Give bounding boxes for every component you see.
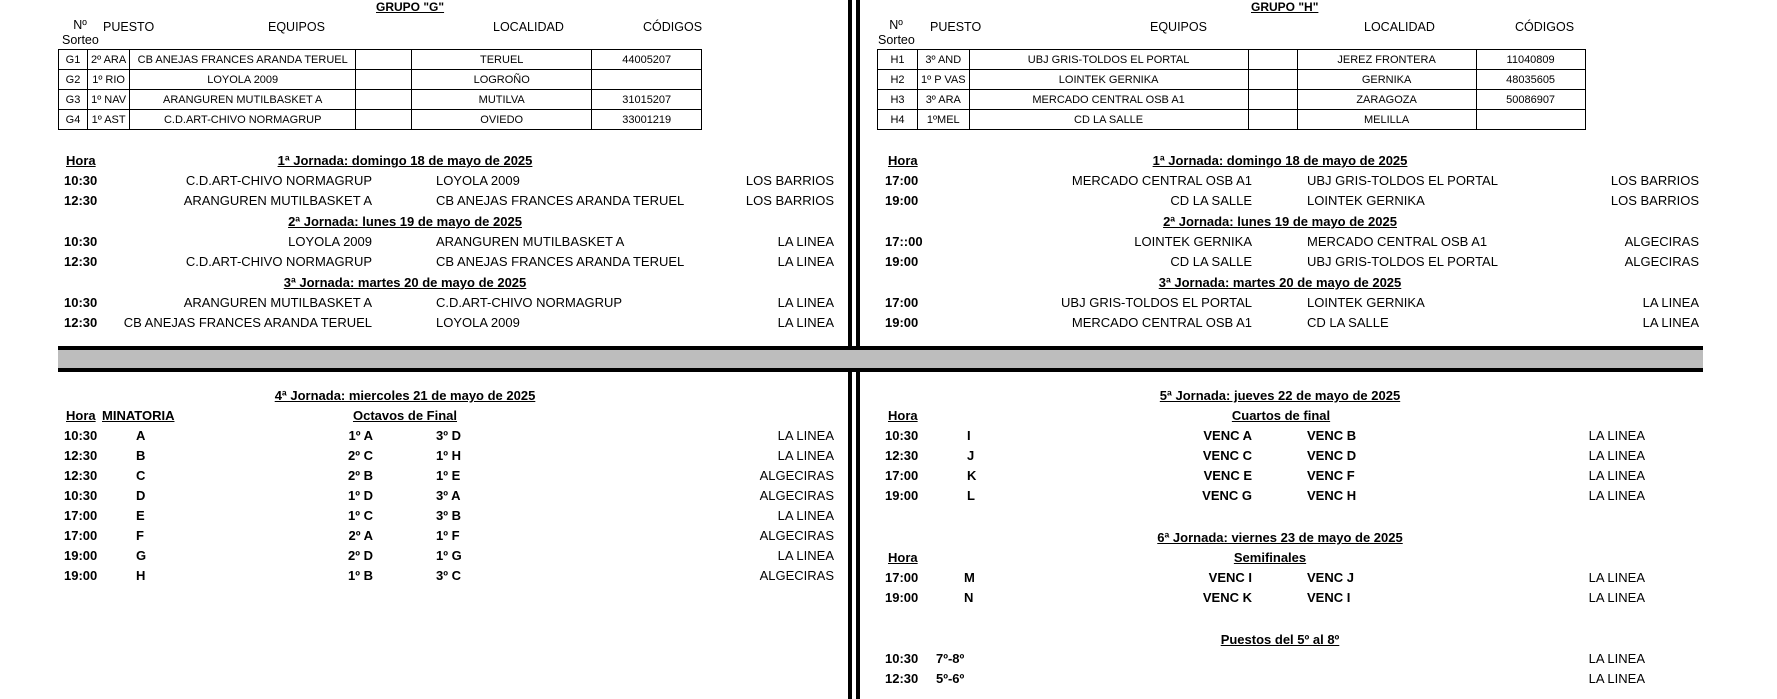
match-code: 7º-8º <box>936 651 965 666</box>
match-local: 1º C <box>348 508 373 523</box>
match-code: C <box>136 468 146 483</box>
row-id: H4 <box>878 110 918 130</box>
row-id: H3 <box>878 90 918 110</box>
match-local: LOYOLA 2009 <box>288 234 372 249</box>
match-hora: 10:30 <box>64 173 98 188</box>
match-local: VENC I <box>1208 570 1252 585</box>
row-equipo: UBJ GRIS-TOLDOS EL PORTAL <box>969 50 1248 70</box>
match-hora: 19:00 <box>64 548 98 563</box>
match-visitante: UBJ GRIS-TOLDOS EL PORTAL <box>1307 173 1498 188</box>
group-g-header-equipos: EQUIPOS <box>268 20 325 34</box>
match-sede: LA LINEA <box>1588 671 1645 686</box>
match-visitante: 3º A <box>436 488 461 503</box>
group-g-hora-label: Hora <box>66 153 96 168</box>
row-equipo: C.D.ART-CHIVO NORMAGRUP <box>130 110 356 130</box>
match-code: I <box>967 428 971 443</box>
row-equipo: CD LA SALLE <box>969 110 1248 130</box>
group-h-title: GRUPO "H" <box>1251 0 1319 14</box>
match-visitante: VENC D <box>1307 448 1357 463</box>
octavos-hora-label: Hora <box>66 408 96 423</box>
match-row <box>0 295 1777 311</box>
match-hora: 17:00 <box>885 468 919 483</box>
match-sede: LA LINEA <box>777 448 834 463</box>
match-visitante: 1º E <box>436 468 461 483</box>
table-row <box>59 70 702 90</box>
jornada-title: 1ª Jornada: domingo 18 de mayo de 2025 <box>277 153 533 168</box>
match-sede: LA LINEA <box>1588 448 1645 463</box>
sorteo-n-label: Nº <box>889 18 903 32</box>
jornada-title: 2ª Jornada: lunes 19 de mayo de 2025 <box>288 214 522 229</box>
table-row <box>878 50 1586 70</box>
sorteo-n-label: Nº <box>73 18 87 32</box>
match-hora: 19:00 <box>64 568 98 583</box>
jornada-title: 2ª Jornada: lunes 19 de mayo de 2025 <box>1163 214 1397 229</box>
match-local: 2º A <box>348 528 373 543</box>
match-code: H <box>136 568 146 583</box>
match-visitante: 3º D <box>436 428 461 443</box>
row-blank <box>1248 50 1297 70</box>
row-blank <box>1248 70 1297 90</box>
match-sede: ALGECIRAS <box>759 468 834 483</box>
match-hora: 17:00 <box>885 173 919 188</box>
row-puesto: 1º NAV <box>88 90 130 110</box>
match-sede: LA LINEA <box>1588 651 1645 666</box>
row-puesto: 1º P VAS <box>918 70 970 90</box>
match-hora: 19:00 <box>885 488 919 503</box>
row-puesto: 1ºMEL <box>918 110 970 130</box>
match-code: E <box>136 508 145 523</box>
match-code: 5º-6º <box>936 671 965 686</box>
row-id: G3 <box>59 90 88 110</box>
match-local: 2º C <box>348 448 373 463</box>
match-local: CB ANEJAS FRANCES ARANDA TERUEL <box>123 315 372 330</box>
group-h-table <box>877 49 1586 130</box>
group-h-hora-label: Hora <box>888 153 918 168</box>
match-code: D <box>136 488 146 503</box>
match-hora: 17:00 <box>64 508 98 523</box>
octavos-jornada-title: 4ª Jornada: miercoles 21 de mayo de 2025 <box>274 388 536 403</box>
row-equipo: ARANGUREN MUTILBASKET A <box>130 90 356 110</box>
table-row <box>59 50 702 70</box>
group-g-header-puesto: PUESTO <box>103 20 155 34</box>
match-code: B <box>136 448 146 463</box>
match-hora: 12:30 <box>64 193 98 208</box>
row-blank <box>356 70 412 90</box>
row-equipo: MERCADO CENTRAL OSB A1 <box>969 90 1248 110</box>
match-visitante: CD LA SALLE <box>1307 315 1389 330</box>
match-hora: 10:30 <box>64 234 98 249</box>
match-row <box>0 508 1777 524</box>
match-code: J <box>967 448 975 463</box>
match-hora: 19:00 <box>885 590 919 605</box>
match-sede: LOS BARRIOS <box>1610 193 1699 208</box>
match-visitante: UBJ GRIS-TOLDOS EL PORTAL <box>1307 254 1498 269</box>
match-hora: 17::00 <box>885 234 923 249</box>
match-hora: 10:30 <box>64 488 98 503</box>
row-puesto: 1º RIO <box>88 70 130 90</box>
match-row <box>0 254 1777 270</box>
match-local: ARANGUREN MUTILBASKET A <box>183 193 372 208</box>
row-puesto: 1º AST <box>88 110 130 130</box>
match-hora: 19:00 <box>885 315 919 330</box>
match-visitante: VENC J <box>1307 570 1354 585</box>
match-visitante: 3º B <box>436 508 461 523</box>
match-visitante: VENC F <box>1307 468 1355 483</box>
match-local: 1º B <box>348 568 373 583</box>
group-h-header-puesto: PUESTO <box>930 20 982 34</box>
table-row <box>59 110 702 130</box>
match-sede: LA LINEA <box>1588 468 1645 483</box>
jornada-title: 1ª Jornada: domingo 18 de mayo de 2025 <box>1152 153 1408 168</box>
match-row <box>0 173 1777 189</box>
match-hora: 12:30 <box>64 315 98 330</box>
match-local: VENC K <box>1202 590 1252 605</box>
octavos-phase-title: Octavos de Final <box>352 408 458 423</box>
match-local: 2º B <box>348 468 373 483</box>
match-hora: 17:00 <box>885 570 919 585</box>
match-code: F <box>136 528 144 543</box>
row-blank <box>1248 90 1297 110</box>
match-sede: ALGECIRAS <box>759 568 834 583</box>
match-local: VENC C <box>1202 448 1252 463</box>
row-id: H1 <box>878 50 918 70</box>
match-sede: LA LINEA <box>1588 570 1645 585</box>
row-codigo: 48035605 <box>1476 70 1585 90</box>
cuartos-jornada-title: 5ª Jornada: jueves 22 de mayo de 2025 <box>1159 388 1401 403</box>
match-visitante: 1º G <box>436 548 462 563</box>
row-puesto: 3º AND <box>918 50 970 70</box>
sorteo-label: Sorteo <box>878 33 915 47</box>
semis-phase-title: Semifinales <box>1233 550 1307 565</box>
match-local: C.D.ART-CHIVO NORMAGRUP <box>185 173 372 188</box>
match-sede: LA LINEA <box>777 315 834 330</box>
row-id: G4 <box>59 110 88 130</box>
match-sede: LA LINEA <box>1588 428 1645 443</box>
match-sede: LA LINEA <box>777 548 834 563</box>
table-row <box>878 90 1586 110</box>
match-visitante: LOYOLA 2009 <box>436 173 520 188</box>
match-visitante: VENC I <box>1307 590 1351 605</box>
row-localidad: ZARAGOZA <box>1297 90 1476 110</box>
match-sede: LA LINEA <box>777 508 834 523</box>
match-sede: LA LINEA <box>777 234 834 249</box>
row-blank <box>356 110 412 130</box>
semis-jornada-title: 6ª Jornada: viernes 23 de mayo de 2025 <box>1157 530 1403 545</box>
match-visitante: 1º H <box>436 448 461 463</box>
match-code: A <box>136 428 146 443</box>
semis-hora-label: Hora <box>888 550 918 565</box>
match-local: 2º D <box>348 548 373 563</box>
match-sede: ALGECIRAS <box>1624 254 1699 269</box>
match-hora: 17:00 <box>64 528 98 543</box>
match-code: G <box>136 548 147 563</box>
row-localidad: GERNIKA <box>1297 70 1476 90</box>
match-hora: 10:30 <box>885 651 919 666</box>
row-blank <box>1248 110 1297 130</box>
match-sede: LOS BARRIOS <box>745 173 834 188</box>
match-row <box>0 590 1777 606</box>
group-g-title: GRUPO "G" <box>376 0 445 14</box>
match-row <box>0 193 1777 209</box>
match-local: MERCADO CENTRAL OSB A1 <box>1071 173 1252 188</box>
row-puesto: 3º ARA <box>918 90 970 110</box>
group-g-table <box>58 49 702 130</box>
match-code: K <box>967 468 977 483</box>
row-id: G1 <box>59 50 88 70</box>
group-h-header-sorteo <box>878 18 914 48</box>
octavos-minatoria-label: MINATORIA <box>102 408 175 423</box>
table-row <box>59 90 702 110</box>
jornada-title: 3ª Jornada: martes 20 de mayo de 2025 <box>1158 275 1402 290</box>
match-sede: LOS BARRIOS <box>745 193 834 208</box>
match-visitante: CB ANEJAS FRANCES ARANDA TERUEL <box>436 254 685 269</box>
match-visitante: VENC H <box>1307 488 1357 503</box>
row-codigo: 50086907 <box>1476 90 1585 110</box>
match-hora: 19:00 <box>885 254 919 269</box>
match-hora: 19:00 <box>885 193 919 208</box>
section-separator-bar <box>58 346 1703 372</box>
match-visitante: 3º C <box>436 568 461 583</box>
match-hora: 10:30 <box>885 428 919 443</box>
match-visitante: LOINTEK GERNIKA <box>1307 295 1425 310</box>
match-local: 1º A <box>348 428 373 443</box>
match-sede: ALGECIRAS <box>759 488 834 503</box>
row-codigo <box>1476 110 1585 130</box>
match-sede: ALGECIRAS <box>1624 234 1699 249</box>
cuartos-phase-title: Cuartos de final <box>1231 408 1331 423</box>
match-visitante: 1º F <box>436 528 460 543</box>
match-local: VENC E <box>1203 468 1252 483</box>
match-sede: LA LINEA <box>1642 315 1699 330</box>
match-visitante: CB ANEJAS FRANCES ARANDA TERUEL <box>436 193 685 208</box>
row-localidad: MUTILVA <box>412 90 592 110</box>
group-h-header-localidad: LOCALIDAD <box>1364 20 1435 34</box>
group-g-header-sorteo <box>62 18 98 48</box>
match-local: LOINTEK GERNIKA <box>1134 234 1252 249</box>
match-local: 1º D <box>348 488 373 503</box>
match-local: UBJ GRIS-TOLDOS EL PORTAL <box>1061 295 1252 310</box>
row-equipo: CB ANEJAS FRANCES ARANDA TERUEL <box>130 50 356 70</box>
match-row <box>0 671 1777 687</box>
match-local: CD LA SALLE <box>1170 193 1252 208</box>
match-sede: LA LINEA <box>1588 590 1645 605</box>
match-code: M <box>964 570 975 585</box>
row-puesto: 2º ARA <box>88 50 130 70</box>
group-h-header-equipos: EQUIPOS <box>1150 20 1207 34</box>
row-blank <box>356 90 412 110</box>
match-visitante: VENC B <box>1307 428 1357 443</box>
row-blank <box>356 50 412 70</box>
match-local: VENC G <box>1202 488 1252 503</box>
match-code: N <box>964 590 974 605</box>
match-local: C.D.ART-CHIVO NORMAGRUP <box>185 254 372 269</box>
row-equipo: LOINTEK GERNIKA <box>969 70 1248 90</box>
match-hora: 12:30 <box>885 448 919 463</box>
row-id: G2 <box>59 70 88 90</box>
row-codigo <box>592 70 702 90</box>
match-local: MERCADO CENTRAL OSB A1 <box>1071 315 1252 330</box>
match-sede: LA LINEA <box>1588 488 1645 503</box>
match-row <box>0 528 1777 544</box>
row-localidad: MELILLA <box>1297 110 1476 130</box>
row-id: H2 <box>878 70 918 90</box>
table-row <box>878 110 1586 130</box>
match-visitante: LOINTEK GERNIKA <box>1307 193 1425 208</box>
match-row <box>0 448 1777 464</box>
match-visitante: MERCADO CENTRAL OSB A1 <box>1307 234 1488 249</box>
match-row <box>0 234 1777 250</box>
table-row <box>878 70 1586 90</box>
match-hora: 12:30 <box>885 671 919 686</box>
match-row <box>0 468 1777 484</box>
match-hora: 10:30 <box>64 295 98 310</box>
row-equipo: LOYOLA 2009 <box>130 70 356 90</box>
row-localidad: JEREZ FRONTERA <box>1297 50 1476 70</box>
match-row <box>0 488 1777 504</box>
group-g-header-localidad: LOCALIDAD <box>493 20 564 34</box>
row-localidad: OVIEDO <box>412 110 592 130</box>
puestos-title: Puestos del 5º al 8º <box>1220 632 1340 647</box>
match-hora: 12:30 <box>64 254 98 269</box>
match-sede: ALGECIRAS <box>759 528 834 543</box>
match-row <box>0 315 1777 331</box>
group-h-header-codigos: CÓDIGOS <box>1515 20 1575 34</box>
match-visitante: LOYOLA 2009 <box>436 315 520 330</box>
row-localidad: TERUEL <box>412 50 592 70</box>
match-local: CD LA SALLE <box>1170 254 1252 269</box>
match-row <box>0 428 1777 444</box>
match-row <box>0 651 1777 667</box>
row-codigo: 11040809 <box>1476 50 1585 70</box>
row-codigo: 33001219 <box>592 110 702 130</box>
match-hora: 17:00 <box>885 295 919 310</box>
match-sede: LA LINEA <box>1642 295 1699 310</box>
match-row <box>0 570 1777 586</box>
group-g-header-codigos: CÓDIGOS <box>643 20 703 34</box>
match-sede: LOS BARRIOS <box>1610 173 1699 188</box>
jornada-title: 3ª Jornada: martes 20 de mayo de 2025 <box>283 275 527 290</box>
match-visitante: ARANGUREN MUTILBASKET A <box>436 234 625 249</box>
match-code: L <box>967 488 975 503</box>
match-local: VENC A <box>1203 428 1252 443</box>
row-codigo: 44005207 <box>592 50 702 70</box>
match-hora: 10:30 <box>64 428 98 443</box>
row-codigo: 31015207 <box>592 90 702 110</box>
match-visitante: C.D.ART-CHIVO NORMAGRUP <box>436 295 623 310</box>
row-localidad: LOGROÑO <box>412 70 592 90</box>
match-hora: 12:30 <box>64 468 98 483</box>
match-hora: 12:30 <box>64 448 98 463</box>
sorteo-label: Sorteo <box>62 33 99 47</box>
match-local: ARANGUREN MUTILBASKET A <box>183 295 372 310</box>
match-sede: LA LINEA <box>777 428 834 443</box>
match-sede: LA LINEA <box>777 254 834 269</box>
cuartos-hora-label: Hora <box>888 408 918 423</box>
match-sede: LA LINEA <box>777 295 834 310</box>
